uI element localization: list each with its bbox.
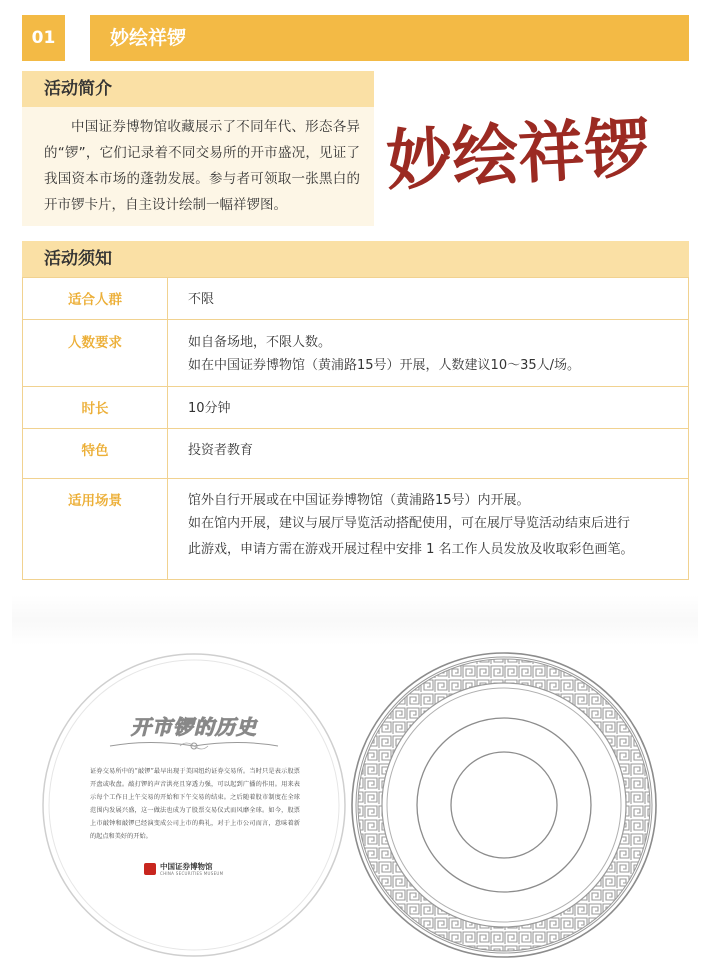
notice-table bbox=[22, 277, 689, 580]
row-key: 人数要求 bbox=[23, 320, 168, 387]
intro-heading: 活动简介 bbox=[22, 71, 374, 107]
table-row bbox=[23, 387, 689, 429]
row-key: 时长 bbox=[23, 387, 168, 429]
museum-logo-icon bbox=[144, 863, 156, 875]
section-header bbox=[22, 15, 689, 61]
history-text: 证券交易所中的“敲锣”最早出现于美国纽约证券交易所。当时只是表示股票开盘或收盘。敲打锣的声音洪亮且穿透力强，可以起到广播的作用。用来表示每个工作日上午交易的开始和下午交易的结束。之后随着股市制度在全球范围内发展兴盛，这一做法也成为了股票交易仪式而风靡全球。如今，股票上市敲钟和敲锣已经演变成公司上市的典礼，对于上市公司而言，意味着新的起点和美好的开始。 bbox=[90, 768, 300, 840]
history-card bbox=[40, 651, 348, 959]
museum-logo-cn: 中国证券博物馆 bbox=[160, 862, 213, 871]
museum-logo bbox=[144, 861, 254, 879]
row-value: 10分钟 bbox=[168, 387, 689, 429]
table-row bbox=[23, 278, 689, 320]
history-title: 开市锣的历史 bbox=[131, 715, 257, 739]
section-number: 01 bbox=[22, 15, 68, 61]
row-value: 投资者教育 bbox=[168, 429, 689, 479]
row-key: 适用场景 bbox=[23, 479, 168, 580]
intro-text: 中国证券博物馆收藏展示了不同年代、形态各异的“锣”，它们记录着不同交易所的开市盛况，见证了我国资本市场的蓬勃发展。参与者可领取一张黑白的开市锣卡片，自主设计绘制一幅祥锣图。 bbox=[22, 107, 374, 226]
row-value: 不限 bbox=[168, 278, 689, 320]
table-row bbox=[23, 479, 689, 580]
gong-outline-icon bbox=[350, 651, 658, 959]
gong-coloring-card bbox=[350, 651, 658, 959]
notice-heading: 活动须知 bbox=[22, 241, 689, 277]
table-row bbox=[23, 429, 689, 479]
row-key: 特色 bbox=[23, 429, 168, 479]
section-title: 妙绘祥锣 bbox=[110, 27, 187, 49]
row-value: 馆外自行开展或在中国证券博物馆（黄浦路15号）内开展。 如在馆内开展，建议与展厅导览活动搭配使用，可在展厅导览活动结束后进行 此游戏，申请方需在游戏开展过程中安排 1 名工作人员发放及收取彩色画笔。 bbox=[168, 479, 689, 580]
divider-shadow bbox=[12, 595, 698, 645]
museum-logo-en: CHINA SECURITIES MUSEUM bbox=[160, 871, 224, 876]
calligraphy-title: 妙绘祥锣 bbox=[384, 108, 652, 200]
row-key: 适合人群 bbox=[23, 278, 168, 320]
row-value: 如自备场地，不限人数。 如在中国证券博物馆（黄浦路15号）开展，人数建议10～35人/场。 bbox=[168, 320, 689, 387]
table-row bbox=[23, 320, 689, 387]
section-divider bbox=[68, 15, 90, 61]
